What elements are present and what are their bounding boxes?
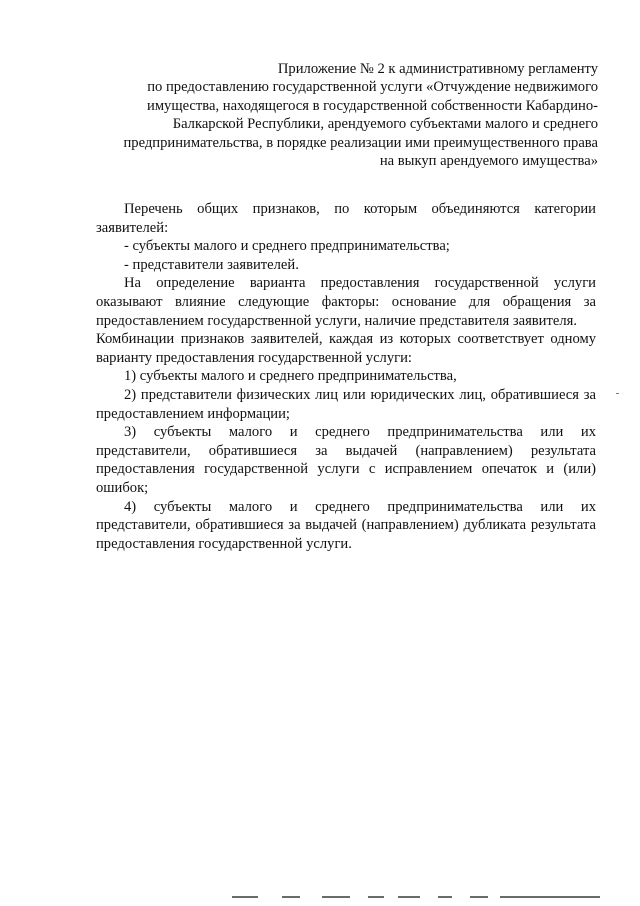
factors-paragraph: На определение варианта предоставления государственной услуги оказывают влияние следующие факторы: основание для обращения за предоставлением государственной услуги, наличие представителя заявителя. [96, 275, 596, 329]
scan-edge-mark [368, 896, 384, 898]
scan-edge-mark [232, 896, 258, 898]
header-line: по предоставлению государственной услуги «Отчуждение недвижимого [147, 79, 598, 96]
document-body [96, 200, 596, 553]
scan-edge-mark [438, 896, 452, 898]
scan-edge-mark [322, 896, 350, 898]
scan-edge-mark [470, 896, 488, 898]
header-line: на выкуп арендуемого имущества» [379, 153, 598, 170]
appendix-header [98, 60, 598, 170]
scan-edge-mark [500, 896, 600, 898]
combinations-paragraph: Комбинации признаков заявителей, каждая из которых соответствует одному варианту предоставления государственной услуги: [96, 331, 596, 366]
header-line: имущества, находящегося в государственной собственности Кабардино- [147, 97, 598, 114]
applicant-category-item: - представители заявителей. [124, 256, 299, 273]
header-line: Приложение № 2 к административному регламенту [277, 61, 598, 77]
header-line: Балкарской Республики, арендуемого субъектами малого и среднего [172, 116, 598, 133]
intro-paragraph: Перечень общих признаков, по которым объединяются категории заявителей: [96, 201, 596, 236]
variant-item: 4) субъекты малого и среднего предпринимательства или их представители, обратившиеся за выдачей (направлением) дубликата результата предоставления государственной услуги. [96, 498, 596, 552]
variant-item: 3) субъекты малого и среднего предпринимательства или их представители, обратившиеся за выдачей (направлением) результата предоставления государственной услуги с исправлением опечаток и (или) ошибок; [96, 424, 596, 496]
scan-edge-mark [282, 896, 300, 898]
header-line: предпринимательства, в порядке реализации ими преимущественного права [123, 134, 598, 151]
scan-mark [616, 393, 619, 394]
variant-item: 1) субъекты малого и среднего предпринимательства, [124, 368, 457, 385]
scan-edge-mark [398, 896, 420, 898]
variant-item: 2) представители физических лиц или юридических лиц, обратившиеся за предоставлением информации; [96, 386, 596, 422]
applicant-category-item: - субъекты малого и среднего предпринимательства; [124, 238, 450, 255]
